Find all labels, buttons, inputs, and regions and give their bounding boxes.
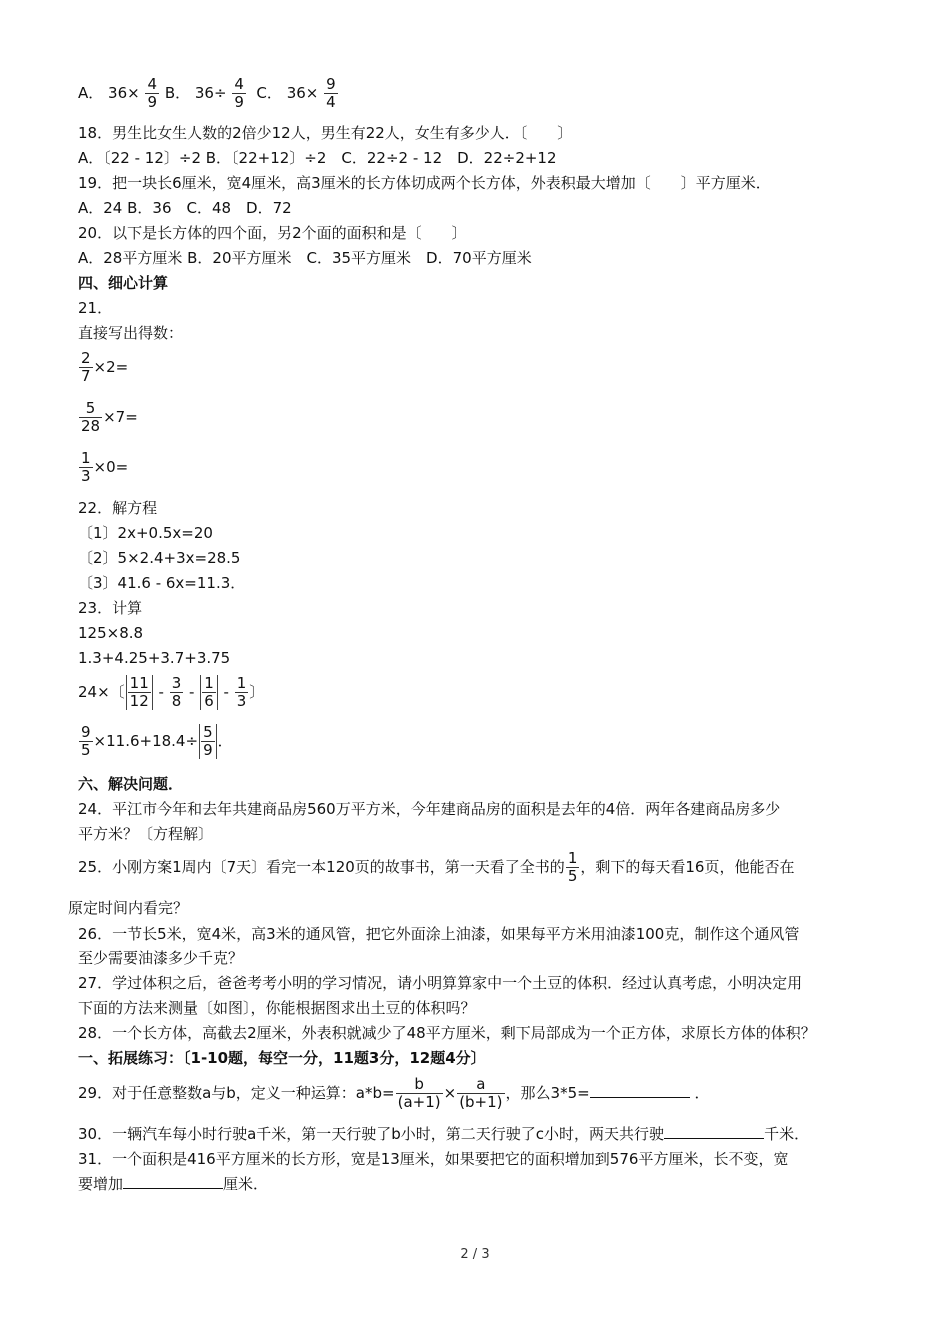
q23-line-3: 24×〔 $\frac{11}{12}$ - $\frac{3}{8}$ - $\frac{1}{6}$ - $\frac{1}{3}$ 〕 bbox=[78, 674, 265, 710]
q21-number: 21． bbox=[78, 299, 113, 317]
q29-fraction-2: $\frac{a}{(b+1)}$ bbox=[459, 1075, 503, 1111]
q23-line-1: 125×8.8 bbox=[78, 624, 144, 642]
section-6-title: 六、解决问题． bbox=[78, 775, 184, 793]
q25-fraction: $\frac{1}{5}$ bbox=[567, 849, 578, 885]
q30-line: 30．一辆汽车每小时行驶a千米，第一天行驶了b小时，第二天行驶了c小时，两天共行驶 千米． bbox=[78, 1125, 810, 1143]
q23-fraction-1-3: $\frac{1}{3}$ bbox=[236, 674, 247, 710]
q22-title: 22．解方程 bbox=[78, 499, 158, 517]
option-c-label: C． bbox=[256, 84, 282, 102]
q26-line-1: 26．一节长5米，宽4米，高3米的通风管，把它外面涂上油漆，如果每平方米用油漆100克，制作这个通风管 bbox=[78, 925, 800, 943]
q21-item-3-fraction: $\frac{1}{3}$ bbox=[81, 449, 91, 485]
q29-answer-blank[interactable] bbox=[590, 1083, 690, 1098]
q29-fraction-1: $\frac{b}{(a+1)}$ bbox=[397, 1075, 441, 1111]
q26-line-2: 至少需要油漆多少千克？ bbox=[78, 949, 244, 967]
q21-item-3: $\frac{1}{3}$ ×0= bbox=[81, 449, 129, 485]
q29-line: 29．对于任意整数a与b，定义一种运算：a*b= $\frac{b}{(a+1)}$ × $\frac{a}{(b+1)}$ ，那么3*5= ． bbox=[78, 1075, 710, 1111]
q24-line-2: 平方米？〔方程解〕 bbox=[78, 825, 214, 843]
section-4-title: 四、细心计算 bbox=[78, 274, 169, 292]
q25-line-1: 25．小刚方案1周内〔7天〕看完一本120页的故事书，第一天看了全书的 $\frac{1}{5}$ ，剩下的每天看16页，他能否在 bbox=[78, 849, 795, 885]
q21-instruction: 直接写出得数： bbox=[78, 324, 184, 342]
q31-line-1: 31．一个面积是416平方厘米的长方形，宽是13厘米，如果要把它的面积增加到576平方厘米，长不变，宽 bbox=[78, 1150, 789, 1168]
q19-options: A．24 B．36 C．48 D．72 bbox=[78, 199, 292, 217]
q21-item-1: $\frac{2}{7}$ ×2= bbox=[81, 349, 129, 385]
q21-item-2-fraction: $\frac{5}{28}$ bbox=[81, 399, 101, 435]
q22-item-2: 〔2〕5×2.4+3x=28.5 bbox=[78, 549, 241, 567]
option-a-expr: 36× bbox=[108, 84, 140, 102]
q22-item-1: 〔1〕2x+0.5x=20 bbox=[78, 524, 213, 542]
q18-options: A．〔22 - 12〕÷2 B．〔22+12〕÷2 C．22÷2 - 12 D．22÷2+12 bbox=[78, 149, 557, 167]
q21-item-2: $\frac{5}{28}$ ×7= bbox=[81, 399, 138, 435]
option-a-label: A． bbox=[78, 84, 104, 102]
q22-item-3: 〔3〕41.6 - 6x=11.3． bbox=[78, 574, 246, 592]
q21-item-1-fraction: $\frac{2}{7}$ bbox=[81, 349, 91, 385]
q20-text: 20．以下是长方体的四个面，另2个面的面积和是〔 〕 bbox=[78, 224, 467, 242]
q30-answer-blank[interactable] bbox=[664, 1124, 764, 1139]
q31-line-2: 要增加 厘米． bbox=[78, 1175, 269, 1193]
option-a-fraction: $\frac{4}{9}$ bbox=[147, 75, 158, 111]
q17-options bbox=[78, 76, 339, 111]
q24-line-1: 24．平江市今年和去年共建商品房560万平方米，今年建商品房的面积是去年的4倍．两年各建商品房多少 bbox=[78, 800, 781, 818]
section-extension-title: 一、拓展练习：〔1-10题，每空一分，11题3分，12题4分〕 bbox=[78, 1049, 486, 1067]
q23-title: 23．计算 bbox=[78, 599, 143, 617]
q20-options: A．28平方厘米 B．20平方厘米 C．35平方厘米 D．70平方厘米 bbox=[78, 249, 532, 267]
q23-fraction-5-9: $\frac{5}{9}$ bbox=[199, 724, 217, 759]
q31-answer-blank[interactable] bbox=[123, 1174, 223, 1189]
page-number: 2 / 3 bbox=[460, 1247, 490, 1262]
option-b-fraction: $\frac{4}{9}$ bbox=[234, 75, 244, 111]
q23-line-4: $\frac{9}{5}$ ×11.6+18.4÷ $\frac{5}{9}$ ． bbox=[81, 723, 233, 759]
q23-fraction-3-8: $\frac{3}{8}$ bbox=[171, 674, 182, 710]
q28-text: 28．一个长方体，高截去2厘米，外表积就减少了48平方厘米，剩下局部成为一个正方体，求原长方体的体积？ bbox=[78, 1024, 816, 1042]
q25-line-2: 原定时间内看完？ bbox=[68, 899, 189, 917]
q23-fraction-1-6: $\frac{1}{6}$ bbox=[200, 675, 218, 710]
q27-line-2: 下面的方法来测量〔如图〕，你能根据图求出土豆的体积吗？ bbox=[78, 999, 476, 1017]
option-c-fraction: $\frac{9}{4}$ bbox=[326, 75, 336, 111]
q19-text: 19．把一块长6厘米，宽4厘米，高3厘米的长方体切成两个长方体，外表积最大增加〔 〕平方厘米． bbox=[78, 174, 771, 192]
q18-text: 18．男生比女生人数的2倍少12人，男生有22人，女生有多少人．〔 〕 bbox=[78, 124, 573, 142]
option-b-label: B． bbox=[164, 84, 191, 102]
q23-line-2: 1.3+4.25+3.7+3.75 bbox=[78, 649, 231, 667]
q27-line-1: 27．学过体积之后，爸爸考考小明的学习情况，请小明算算家中一个土豆的体积．经过认真考虑，小明决定用 bbox=[78, 974, 803, 992]
q23-fraction-11-12: $\frac{11}{12}$ bbox=[126, 675, 153, 710]
option-b-expr: 36÷ bbox=[194, 84, 227, 102]
option-c-expr: 36× bbox=[286, 84, 319, 102]
q23-fraction-9-5: $\frac{9}{5}$ bbox=[81, 723, 91, 759]
